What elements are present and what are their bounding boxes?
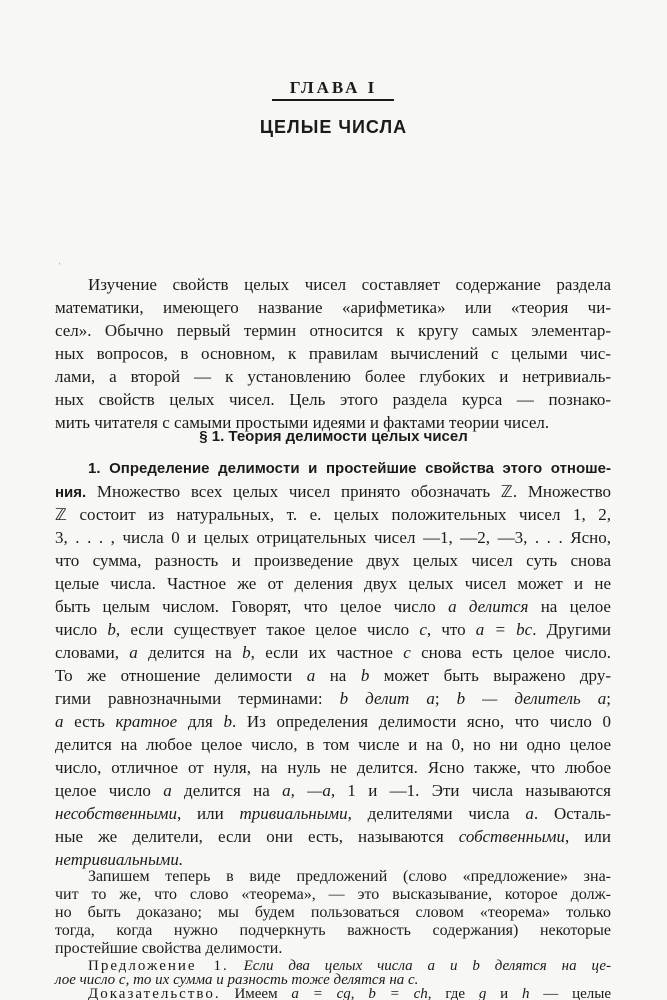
subsection-heading-end: ния. — [55, 484, 87, 501]
text-line: чит то же, что слово «теорема», — это высказывание, которое долж- — [55, 886, 611, 903]
section-heading: § 1. Теория делимости целых чисел — [199, 428, 468, 445]
text-line: делится на любое целое число, в том числе и на 0, но ни одно целое — [55, 735, 611, 754]
text-line: ℤ состоит из натуральных, т. е. целых положительных чисел 1, 2, — [55, 505, 611, 524]
proof-line: Доказательство. Имеем a = cg, b = ch, где g и h — целые — [88, 986, 611, 1000]
margin-mark: ˈ — [58, 262, 62, 273]
intro-line: Изучение свойств целых чисел составляет содержание раздела — [88, 275, 611, 294]
text-line: число, отличное от нуля, на нуль не делится. Ясно также, что любое — [55, 758, 611, 777]
proposition-line: лое число c, то их сумма и разность тоже делятся на c. — [55, 972, 419, 988]
text-line: ные же делители, если они есть, называются собственными, или — [55, 827, 611, 846]
text-line: a есть кратное для b. Из определения делимости ясно, что число 0 — [55, 712, 611, 731]
text-line: несобственными, или тривиальными, делителями числа a. Осталь- — [55, 804, 611, 823]
intro-line: ных свойств целых чисел. Цель этого раздела курса — познако- — [55, 390, 611, 409]
text-line: число b, если существует такое целое число c, что a = bc. Другими — [55, 620, 611, 639]
chapter-title: ЦЕЛЫЕ ЧИСЛА — [259, 117, 408, 137]
intro-line: лами, а второй — к установлению более глубоких и нетривиаль- — [55, 367, 611, 386]
text-line: целое число a делится на a, —a, 1 и —1. Эти числа называются — [55, 781, 611, 800]
integers-symbol: ℤ — [55, 505, 67, 524]
intro-line: ных вопросов, в основном, к правилам вычислений с целыми чис- — [55, 344, 611, 363]
text-line: ния. Множество всех целых чисел принято обозначать ℤ. Множество — [55, 482, 611, 501]
text-line: простейшие свойства делимости. — [55, 940, 283, 957]
text-line: словами, a делится на b, если их частное c снова есть целое число. — [55, 643, 611, 662]
chapter-number: ГЛАВА I — [289, 78, 378, 97]
subsection-heading: 1. Определение делимости и простейшие свойства этого отноше- — [88, 460, 611, 477]
text-line: гими равнозначными терминами: b делит a; b — делитель a; — [55, 689, 611, 708]
text-line: 3, . . . , числа 0 и целых отрицательных чисел —1, —2, —3, . . . Ясно, — [55, 528, 611, 547]
text-line: То же отношение делимости a на b может быть выражено дру- — [55, 666, 611, 685]
proposition-line: Предложение 1. Если два целых числа a и b делятся на це- — [88, 958, 611, 974]
intro-line: сел». Обычно первый термин относится к кругу самых элементар- — [55, 321, 611, 340]
text-line: что сумма, разность и произведение двух целых чисел суть снова — [55, 551, 611, 570]
integers-symbol: ℤ — [500, 482, 513, 501]
text-line: но быть доказано; мы будем пользоваться словом «теорема» только — [55, 904, 611, 921]
text-line: Запишем теперь в виде предложений (слово «предложение» зна- — [88, 868, 611, 885]
text-line: целые числа. Частное же от деления двух целых чисел может и не — [55, 574, 611, 593]
text-line: быть целым числом. Говорят, что целое число a делится на целое — [55, 597, 611, 616]
intro-line: мить читателя с самыми простыми идеями и фактами теории чисел. — [55, 413, 550, 432]
intro-line: математики, имеющего название «арифметика» или «теория чи- — [55, 298, 611, 317]
text-line: тогда, когда нужно подчеркнуть важность содержания) некоторые — [55, 922, 611, 939]
text-line: нетривиальными. — [55, 850, 184, 869]
